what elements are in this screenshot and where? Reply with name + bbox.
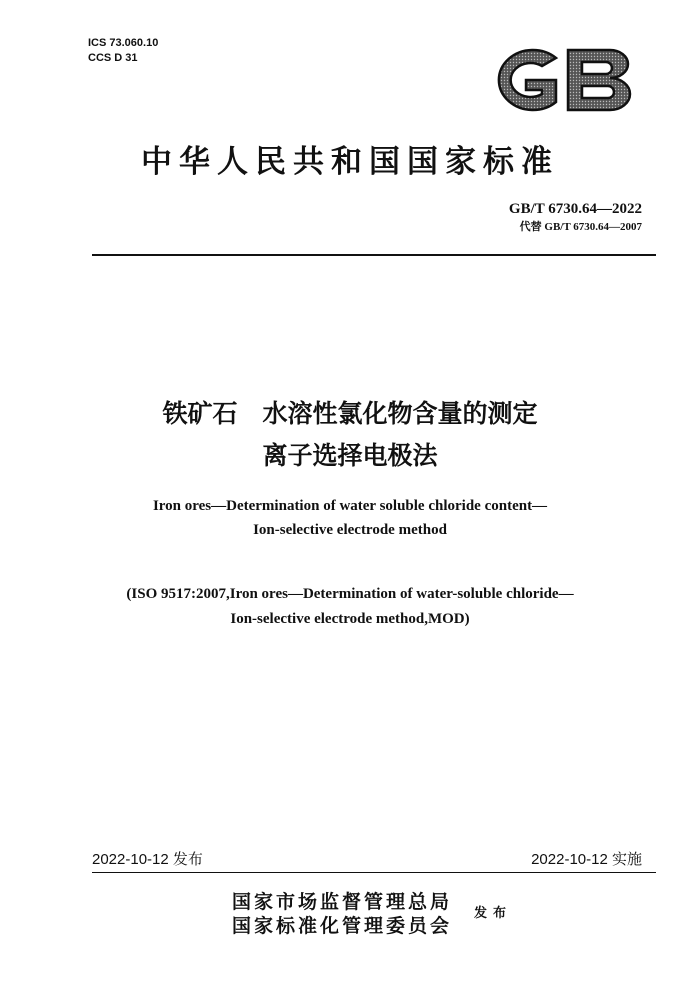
adoption-line2: Ion-selective electrode method,MOD) [230, 611, 470, 627]
replaces-standard: 代替 GB/T 6730.64—2007 [519, 221, 642, 233]
issue-date: 2022-10-12 发布 [92, 851, 203, 868]
ccs-code: CCS D 31 [88, 52, 138, 64]
gb-logo-icon [482, 40, 642, 120]
bottom-divider [92, 872, 656, 873]
english-title [0, 494, 700, 542]
standard-number: GB/T 6730.64—2022 [508, 201, 642, 217]
adoption-line1: (ISO 9517:2007,Iron ores—Determination of water-soluble chloride— [126, 586, 574, 602]
chinese-title-line2: 离子选择电极法 [262, 441, 438, 470]
issuer-line1: 国家市场监督管理总局 [232, 891, 453, 913]
chinese-title-line1: 铁矿石 水溶性氯化物含量的测定 [162, 399, 538, 428]
classification-block [88, 36, 158, 66]
english-title-line1: Iron ores—Determination of water soluble chloride content— [152, 498, 548, 514]
issuer-line2: 国家标准化管理委员会 [232, 915, 453, 937]
implementation-date: 2022-10-12 实施 [531, 851, 642, 868]
standard-type-heading: 中华人民共和国国家标准 [141, 144, 559, 180]
issuing-authorities [232, 890, 452, 938]
adoption-note [0, 582, 700, 632]
ics-code: ICS 73.060.10 [88, 37, 159, 49]
publish-label: 发布 [474, 906, 513, 921]
standard-codes [509, 198, 642, 234]
top-divider [92, 254, 656, 256]
english-title-line2: Ion-selective electrode method [253, 522, 447, 538]
